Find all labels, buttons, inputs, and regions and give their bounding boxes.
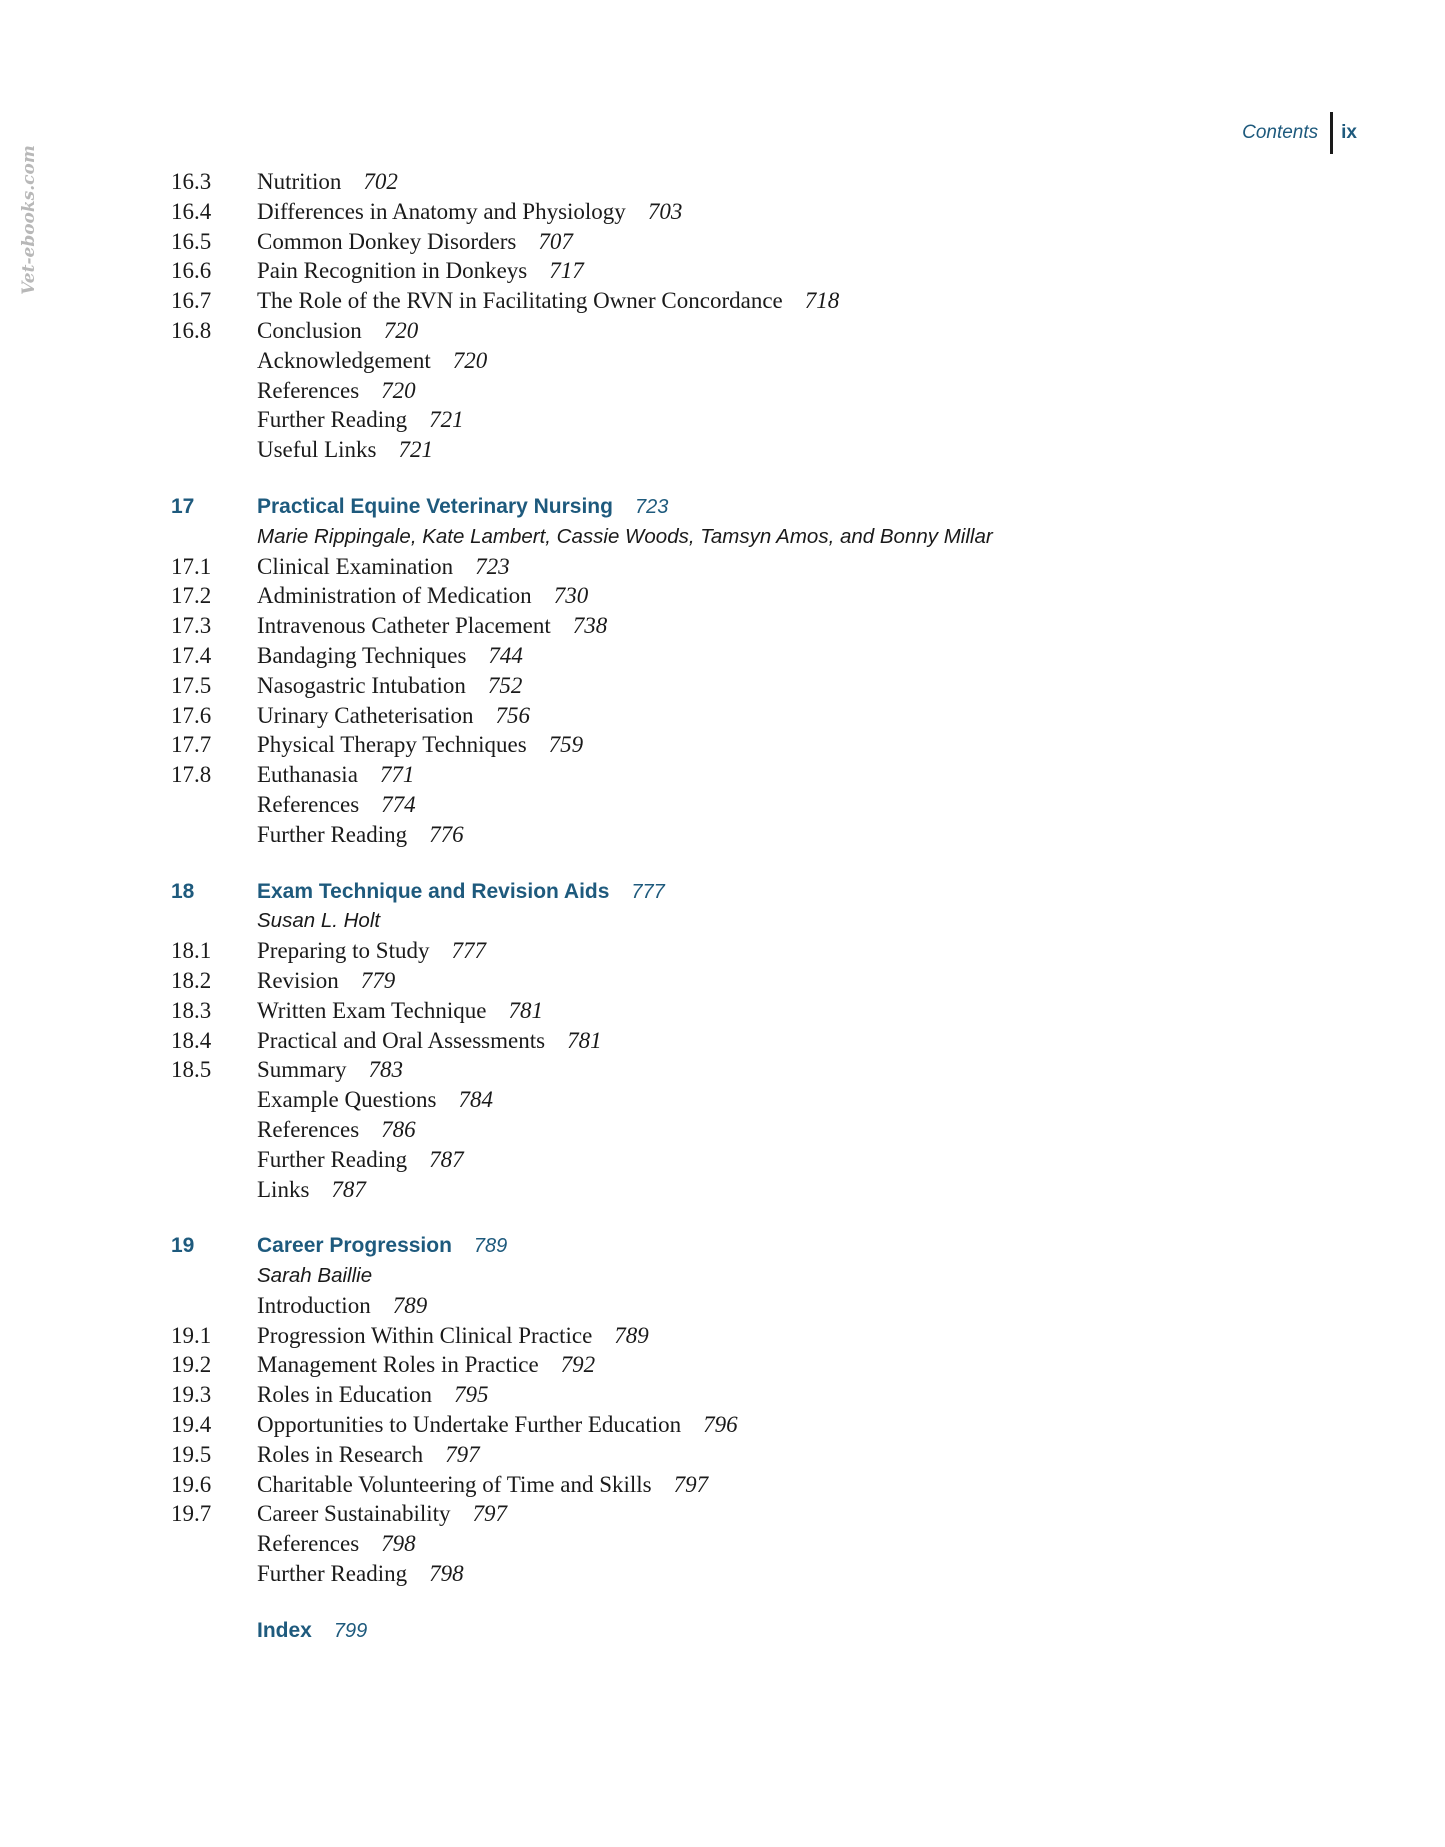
section-gap <box>171 1589 1321 1616</box>
section-title: Acknowledgement <box>257 347 431 373</box>
chapter-title: Practical Equine Veterinary Nursing <box>257 494 613 518</box>
section-number: 17.6 <box>171 702 212 728</box>
section-title: Administration of Medication <box>257 583 532 609</box>
section-number: 16.4 <box>171 198 212 224</box>
section-title: Conclusion <box>257 317 362 343</box>
section-number: 16.5 <box>171 228 212 254</box>
toc-entry[interactable] <box>171 760 1321 790</box>
section-page-number: 776 <box>429 821 464 847</box>
section-title: Career Sustainability <box>257 1501 451 1527</box>
section-page-number: 721 <box>398 437 433 463</box>
toc-entry[interactable] <box>171 1321 1321 1351</box>
section-page-number: 797 <box>673 1471 709 1497</box>
section-title: Further Reading <box>257 1146 408 1172</box>
section-number: 17.5 <box>171 672 212 698</box>
section-number: 17.3 <box>171 613 212 639</box>
section-title: Introduction <box>257 1292 371 1318</box>
section-page-number: 781 <box>508 997 544 1023</box>
section-page-number: 720 <box>452 347 488 373</box>
section-page-number: 720 <box>381 377 416 403</box>
section-gap <box>171 1204 1321 1231</box>
toc-entry[interactable] <box>171 376 1321 406</box>
section-number: 19.5 <box>171 1441 212 1467</box>
toc-entry[interactable] <box>171 730 1321 760</box>
section-page-number: 730 <box>553 583 589 609</box>
section-title: The Role of the RVN in Facilitating Owner Concordance <box>257 288 783 314</box>
watermark-logo <box>14 145 44 300</box>
section-title: References <box>257 1531 360 1557</box>
chapter-title: Career Progression <box>257 1234 452 1258</box>
section-number: 17.4 <box>171 642 212 668</box>
section-title: Pain Recognition in Donkeys <box>257 258 528 284</box>
section-page-number: 707 <box>538 228 573 254</box>
toc-entry[interactable] <box>171 1529 1321 1559</box>
toc-entry[interactable] <box>171 435 1321 465</box>
section-title: Links <box>257 1176 310 1202</box>
section-number: 16.8 <box>171 317 212 343</box>
section-title: Further Reading <box>257 407 408 433</box>
toc-entry[interactable] <box>171 820 1321 850</box>
section-number: 19.6 <box>171 1471 212 1497</box>
toc-entry[interactable] <box>171 405 1321 435</box>
section-page-number: 771 <box>379 762 415 788</box>
toc-entry[interactable] <box>171 256 1321 286</box>
toc-entry[interactable] <box>171 1291 1321 1321</box>
section-page-number: 756 <box>495 702 531 728</box>
section-page-number: 798 <box>429 1561 464 1587</box>
section-title: Urinary Catheterisation <box>257 702 474 728</box>
section-number: 18.5 <box>171 1057 212 1083</box>
chapter-number: 17 <box>171 494 195 518</box>
toc-entry[interactable] <box>171 167 1321 197</box>
chapter-number: 18 <box>171 879 195 903</box>
table-of-contents <box>171 167 1321 1646</box>
toc-entry[interactable] <box>171 611 1321 641</box>
section-title: Written Exam Technique <box>257 997 487 1023</box>
toc-entry[interactable] <box>171 286 1321 316</box>
chapter-heading[interactable] <box>171 1231 1321 1261</box>
section-page-number: 720 <box>383 317 419 343</box>
section-title: Clinical Examination <box>257 553 454 579</box>
section-number: 19.4 <box>171 1412 212 1438</box>
authors-names: Sarah Baillie <box>257 1264 373 1288</box>
chapter-title: Exam Technique and Revision Aids <box>257 879 610 903</box>
section-page-number: 738 <box>572 613 608 639</box>
section-title: Example Questions <box>257 1087 437 1113</box>
section-title: Practical and Oral Assessments <box>257 1027 546 1053</box>
section-number: 17.1 <box>171 553 212 579</box>
toc-entry[interactable] <box>171 1085 1321 1115</box>
section-title: References <box>257 791 360 817</box>
running-head <box>1242 112 1357 154</box>
section-page-number: 787 <box>429 1146 464 1172</box>
chapter-number: 19 <box>171 1234 195 1258</box>
chapter-authors <box>171 906 1321 936</box>
section-number: 19.3 <box>171 1382 212 1408</box>
section-page-number: 786 <box>381 1116 416 1142</box>
section-number: 19.7 <box>171 1501 212 1527</box>
toc-entry[interactable] <box>171 581 1321 611</box>
toc-entry[interactable] <box>171 671 1321 701</box>
toc-entry[interactable] <box>171 701 1321 731</box>
section-page-number: 777 <box>451 938 486 964</box>
section-number: 19.1 <box>171 1322 212 1348</box>
section-title: Charitable Volunteering of Time and Skills <box>257 1471 652 1497</box>
chapter-heading[interactable] <box>171 1616 1321 1646</box>
section-number: 16.7 <box>171 288 212 314</box>
toc-entry[interactable] <box>171 1026 1321 1056</box>
section-title: Summary <box>257 1057 347 1083</box>
section-gap <box>171 465 1321 492</box>
toc-entry[interactable] <box>171 1115 1321 1145</box>
section-number: 18.2 <box>171 967 212 993</box>
toc-entry[interactable] <box>171 996 1321 1026</box>
chapter-authors <box>171 1261 1321 1291</box>
section-page-number: 789 <box>614 1322 649 1348</box>
section-title: Nasogastric Intubation <box>257 672 466 698</box>
section-page-number: 718 <box>804 288 840 314</box>
section-title: Physical Therapy Techniques <box>257 732 527 758</box>
toc-entry[interactable] <box>171 1559 1321 1589</box>
section-page-number: 721 <box>429 407 464 433</box>
authors-names: Susan L. Holt <box>257 909 381 933</box>
section-number: 17.2 <box>171 583 212 609</box>
toc-entry[interactable] <box>171 790 1321 820</box>
section-page-number: 789 <box>392 1292 428 1318</box>
section-page-number: 784 <box>458 1087 493 1113</box>
toc-entry[interactable] <box>171 1440 1321 1470</box>
section-number: 16.3 <box>171 169 212 194</box>
section-number: 17.7 <box>171 732 212 758</box>
section-title: Further Reading <box>257 1561 408 1587</box>
section-number: 18.3 <box>171 997 212 1023</box>
chapter-heading[interactable] <box>171 877 1321 907</box>
toc-entry[interactable] <box>171 966 1321 996</box>
section-number: 17.8 <box>171 762 212 788</box>
section-title: Roles in Education <box>257 1382 433 1408</box>
section-title: Nutrition <box>257 169 342 194</box>
section-page-number: 723 <box>475 553 510 579</box>
section-number: 19.2 <box>171 1352 212 1378</box>
section-title: Opportunities to Undertake Further Education <box>257 1412 682 1438</box>
section-page-number: 797 <box>472 1501 508 1527</box>
section-page-number: 774 <box>381 791 416 817</box>
section-title: Further Reading <box>257 821 408 847</box>
section-title: Preparing to Study <box>257 938 430 964</box>
section-page-number: 795 <box>454 1382 489 1408</box>
chapter-page-number: 789 <box>473 1235 508 1258</box>
section-page-number: 703 <box>647 198 683 224</box>
chapter-title: Index <box>257 1618 312 1642</box>
toc-entry[interactable] <box>171 641 1321 671</box>
toc-entry[interactable] <box>171 936 1321 966</box>
section-title: Common Donkey Disorders <box>257 228 517 254</box>
section-page-number: 783 <box>368 1057 403 1083</box>
toc-entry[interactable] <box>171 197 1321 227</box>
section-number: 18.1 <box>171 938 212 964</box>
toc-entry[interactable] <box>171 1350 1321 1380</box>
toc-entry[interactable] <box>171 1380 1321 1410</box>
section-page-number: 797 <box>445 1441 480 1467</box>
toc-entry[interactable] <box>171 1055 1321 1085</box>
section-number: 18.4 <box>171 1027 212 1053</box>
section-gap <box>171 850 1321 877</box>
section-title: References <box>257 1116 360 1142</box>
toc-entry[interactable] <box>171 1175 1321 1205</box>
running-head-rule <box>1330 112 1333 154</box>
section-page-number: 792 <box>560 1352 596 1378</box>
toc-entry[interactable] <box>171 227 1321 257</box>
section-title: Progression Within Clinical Practice <box>257 1322 593 1348</box>
section-page-number: 759 <box>548 732 584 758</box>
section-page-number: 779 <box>360 967 396 993</box>
section-page-number: 752 <box>487 672 523 698</box>
toc-entry[interactable] <box>171 552 1321 582</box>
chapter-page-number: 777 <box>631 880 665 903</box>
section-title: Useful Links <box>257 437 377 463</box>
watermark-text: Vet-ebooks.com <box>19 145 39 295</box>
page-folio: ix <box>1341 122 1357 143</box>
section-page-number: 796 <box>703 1412 738 1438</box>
section-page-number: 798 <box>381 1531 416 1557</box>
section-number: 16.6 <box>171 258 212 284</box>
authors-names: Marie Rippingale, Kate Lambert, Cassie Woods, Tamsyn Amos, and Bonny Millar <box>257 524 993 548</box>
toc-entry[interactable] <box>171 1470 1321 1500</box>
toc-entry[interactable] <box>171 1410 1321 1440</box>
toc-entry[interactable] <box>171 1499 1321 1529</box>
toc-entry[interactable] <box>171 316 1321 346</box>
section-page-number: 781 <box>567 1027 602 1053</box>
section-title: Management Roles in Practice <box>257 1352 539 1378</box>
section-title: References <box>257 377 360 403</box>
toc-entry[interactable] <box>171 1145 1321 1175</box>
running-head-label: Contents <box>1242 122 1319 143</box>
chapter-heading[interactable] <box>171 492 1321 522</box>
section-title: Revision <box>257 967 339 993</box>
section-page-number: 717 <box>549 258 584 284</box>
section-page-number: 744 <box>488 642 523 668</box>
section-title: Bandaging Techniques <box>257 642 467 668</box>
chapter-page-number: 723 <box>634 495 669 518</box>
section-title: Intravenous Catheter Placement <box>257 613 551 639</box>
section-title: Differences in Anatomy and Physiology <box>257 198 626 224</box>
chapter-page-number: 799 <box>333 1619 368 1642</box>
section-page-number: 787 <box>331 1176 366 1202</box>
chapter-authors <box>171 522 1321 552</box>
section-title: Roles in Research <box>257 1441 424 1467</box>
section-page-number: 702 <box>363 169 398 194</box>
toc-entry[interactable] <box>171 346 1321 376</box>
section-title: Euthanasia <box>257 762 358 788</box>
